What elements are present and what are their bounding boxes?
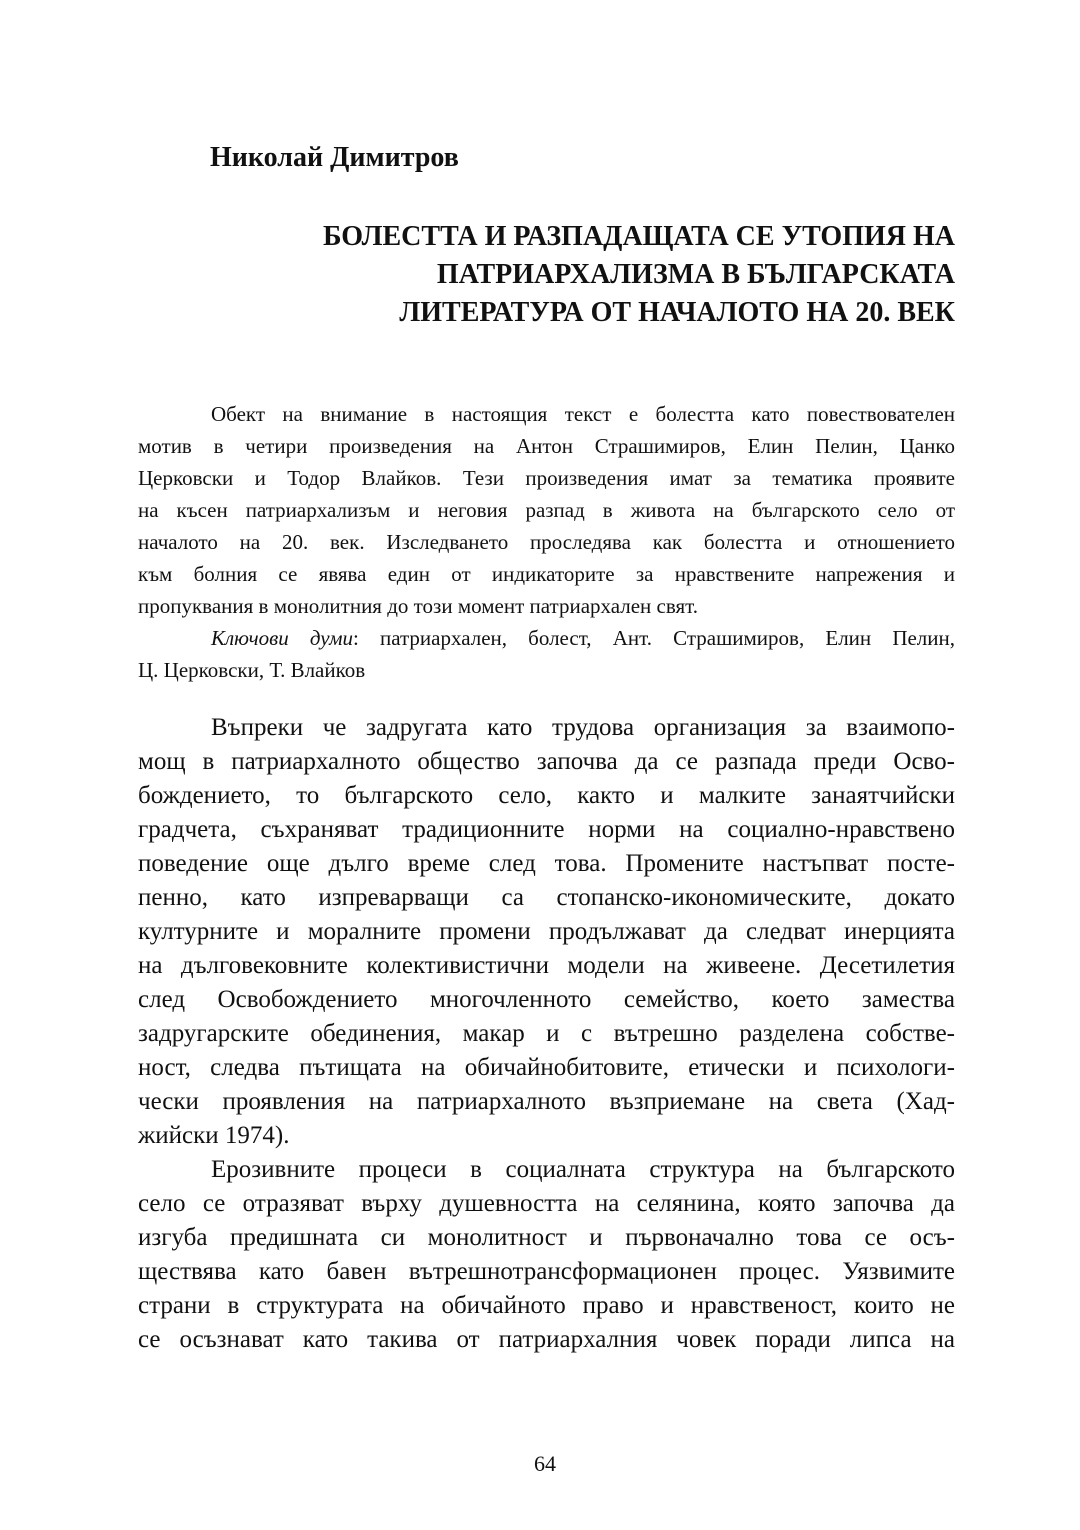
abstract-line: началото на 20. век. Изследването проследява как болестта и отношението (138, 530, 955, 554)
title-line: БОЛЕСТТА И РАЗПАДАЩАТА СЕ УТОПИЯ НА (322, 221, 955, 252)
body-line: бождението, то българското село, както и малките занаятчийски (138, 782, 955, 809)
keywords-line-2: Ц. Церковски, Т. Влайков (138, 658, 366, 682)
body-line: на дълговековните колективистични модели на живеене. Десетилетия (138, 952, 955, 979)
abstract-line: на късен патриархализъм и неговия разпад в живота на българското село от (138, 498, 955, 522)
body-line: страни в структурата на обичайното право и нравственост, които не (138, 1292, 955, 1319)
body-line: ност, следва пътищата на обичайнобитовите, етически и психологи- (138, 1054, 955, 1081)
abstract-line: мотив в четири произведения на Антон Страшимиров, Елин Пелин, Цанко (138, 434, 955, 458)
body-text (138, 711, 955, 1357)
title-line: ЛИТЕРАТУРА ОТ НАЧАЛОТО НА 20. ВЕК (399, 297, 955, 328)
body-line: задругарските обединения, макар и с вътрешно разделена собстве- (138, 1020, 955, 1047)
abstract-line: Церковски и Тодор Влайков. Тези произведения имат за тематика проявите (138, 466, 955, 490)
body-line: Въпреки че задругата като трудова организация за взаимопо- (211, 714, 955, 741)
body-line: чески проявления на патриархалното възприемане на света (Хад- (138, 1088, 955, 1115)
body-line: поведение още дълго време след това. Промените настъпват посте- (138, 850, 955, 877)
body-line: село се отразяват върху душевността на селянина, която започва да (138, 1190, 955, 1217)
abstract-line: към болния се явява един от индикаторите за нравствените напрежения и (138, 562, 955, 586)
abstract (138, 398, 955, 686)
body-line: градчета, съхраняват традиционните норми на социално-нравствено (138, 816, 955, 843)
body-line: пенно, като изпреварващи са стопанско-икономическите, докато (138, 884, 955, 911)
abstract-line: пропуквания в монолитния до този момент патриархален свят. (138, 594, 698, 618)
body-line: се осъзнават като такива от патриархалния човек поради липса на (138, 1326, 955, 1353)
keywords-label: Ключови думи (211, 626, 353, 650)
body-line: жийски 1974). (138, 1122, 290, 1149)
author-name: Николай Димитров (210, 142, 459, 173)
page-number: 64 (534, 1451, 556, 1476)
body-line: мощ в патриархалното общество започва да се разпада преди Осво- (138, 748, 955, 775)
body-line: културните и моралните промени продължават да следват инерцията (138, 918, 955, 945)
article-title (155, 218, 955, 332)
keywords-text: : патриархален, болест, Ант. Страшимиров, Елин Пелин, (352, 626, 956, 650)
body-line: изгуба предишната си монолитност и първоначално това се осъ- (138, 1224, 955, 1251)
keywords-line (138, 622, 955, 654)
abstract-line: Обект на внимание в настоящия текст е болестта като повествователен (211, 402, 955, 426)
body-line: ществява като бавен вътрешнотрансформационен процес. Уязвимите (138, 1258, 955, 1285)
title-line: ПАТРИАРХАЛИЗМА В БЪЛГАРСКАТА (436, 259, 955, 290)
body-line: след Освобождението многочленното семейство, което замества (138, 986, 955, 1013)
body-line: Ерозивните процеси в социалната структура на българското (211, 1156, 955, 1183)
